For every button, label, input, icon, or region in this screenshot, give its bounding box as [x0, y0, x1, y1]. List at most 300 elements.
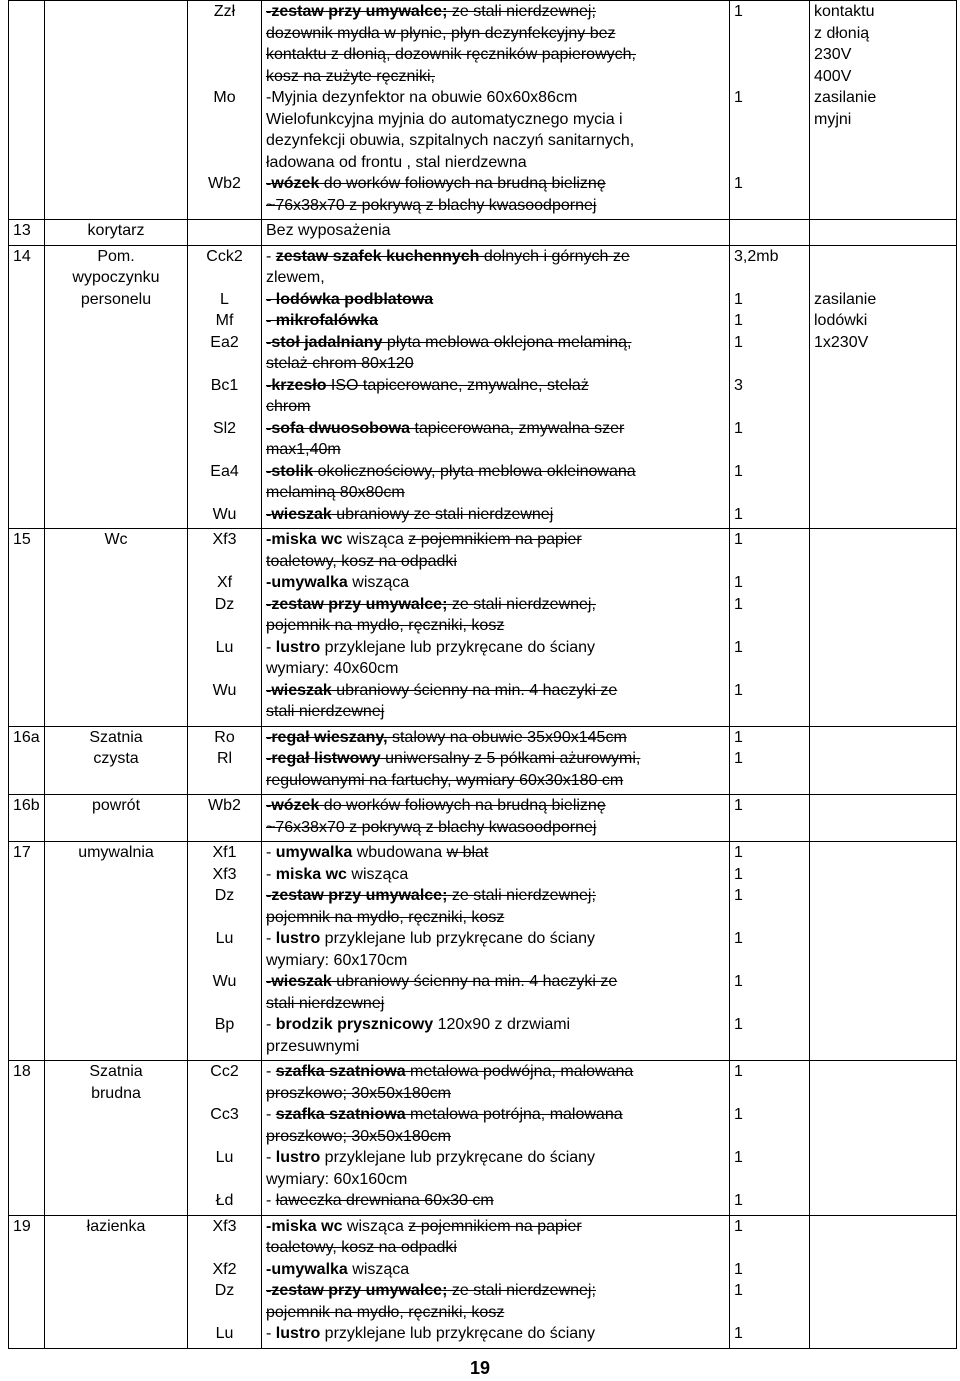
description-text: przyklejane lub przykręcane do ściany — [320, 930, 596, 947]
item-code — [192, 109, 257, 131]
item-quantity-spacer — [734, 1126, 805, 1148]
item-code: Xf — [216, 574, 233, 591]
description-line — [266, 864, 725, 886]
description-text: - — [266, 1106, 276, 1123]
notes-cell — [810, 529, 957, 727]
description-line — [266, 482, 725, 504]
description-text: - — [266, 1063, 276, 1080]
description-line — [266, 504, 725, 526]
item-code: Cc3 — [210, 1106, 239, 1123]
description-text: wymiary: 60x160cm — [266, 1170, 408, 1188]
room-number: 14 — [9, 245, 45, 529]
description-text: - — [266, 865, 276, 883]
room-number: 17 — [9, 842, 45, 1061]
item-quantity: 1 — [734, 531, 743, 548]
item-code — [192, 66, 257, 88]
description-line — [266, 1, 725, 23]
description-line — [266, 1216, 725, 1238]
description-line — [266, 1280, 725, 1302]
description-cell — [262, 1, 730, 220]
room-name-cell — [45, 220, 188, 246]
description-text: proszkowo; 30x50x180cm — [266, 1084, 451, 1102]
item-quantity — [734, 44, 805, 66]
item-quantity: 1 — [734, 89, 743, 106]
item-quantity: 1 — [734, 844, 743, 861]
item-code-spacer — [192, 615, 257, 637]
description-line — [266, 332, 725, 354]
description-text: - — [266, 1325, 276, 1342]
description-line — [266, 1083, 725, 1105]
item-quantity-spacer — [734, 267, 805, 289]
description-line — [266, 1147, 725, 1169]
description-line — [266, 572, 725, 594]
description-line — [266, 109, 725, 131]
description-text: proszkowo; 30x50x180cm — [266, 1127, 451, 1145]
code-cell — [188, 1061, 262, 1216]
room-name-cell — [45, 1061, 188, 1216]
table-row — [9, 529, 957, 727]
description-text: -zestaw przy umywalce; — [266, 887, 448, 904]
item-quantity: 1 — [734, 333, 743, 351]
room-name: łazienka — [86, 1217, 146, 1235]
code-cell — [188, 529, 262, 727]
item-code-spacer — [192, 353, 257, 375]
description-line — [266, 1259, 725, 1281]
note-text: z dłonią — [814, 24, 870, 42]
quantity-cell — [730, 726, 810, 795]
item-quantity: 1 — [734, 312, 743, 329]
room-number: 18 — [9, 1061, 45, 1216]
item-quantity-spacer — [734, 551, 805, 573]
item-code: Xf3 — [212, 865, 237, 883]
item-code-spacer — [192, 551, 257, 573]
description-text: wisząca — [342, 1217, 409, 1235]
description-text: stelaż chrom 80x120 — [266, 355, 414, 372]
note-text: 1x230V — [814, 333, 869, 351]
description-line — [266, 130, 725, 152]
description-text: przesuwnymi — [266, 1037, 360, 1055]
description-line — [266, 637, 725, 659]
room-number: 15 — [9, 529, 45, 727]
item-quantity: 3 — [734, 376, 743, 394]
description-line — [266, 375, 725, 397]
equipment-table-body — [9, 1, 957, 1349]
description-line — [266, 748, 725, 770]
item-code: Lu — [215, 1325, 234, 1342]
item-code: Mo — [213, 89, 236, 106]
room-name: powrót — [91, 797, 141, 814]
item-quantity: 1 — [734, 3, 743, 20]
description-text: melaminą 80x80cm — [266, 484, 405, 501]
room-name: korytarz — [87, 222, 145, 239]
table-row — [9, 1, 957, 220]
description-text: - — [266, 247, 276, 265]
item-quantity: 1 — [734, 1260, 743, 1278]
description-text: stalowy na obuwie 35x90x145cm — [387, 728, 627, 746]
description-line — [266, 220, 725, 242]
description-text: ISO tapicerowane, zmywalne, stelaż — [326, 376, 589, 394]
description-text: -umywalka — [266, 1260, 348, 1278]
description-text: zestaw szafek kuchennych — [275, 247, 480, 265]
description-text: z pojemnikiem na papier — [408, 1217, 582, 1235]
description-text: lustro — [275, 638, 321, 656]
quantity-cell — [730, 1, 810, 220]
item-code: Ea2 — [210, 333, 239, 351]
description-line — [266, 1302, 725, 1324]
room-name: czysta — [93, 750, 139, 767]
item-code: Ea4 — [210, 462, 239, 480]
room-name: personelu — [80, 290, 152, 308]
description-line — [266, 267, 725, 289]
description-cell — [262, 529, 730, 727]
description-text: - — [266, 1192, 276, 1209]
page-number: 19 — [469, 1358, 491, 1378]
room-name-cell — [45, 529, 188, 727]
item-code: Lu — [215, 638, 234, 656]
item-quantity: 1 — [734, 574, 743, 591]
item-quantity-spacer — [734, 615, 805, 637]
description-text: wymiary: 60x170cm — [266, 951, 408, 969]
description-text: -sofa dwuosobowa — [266, 419, 410, 437]
description-text: stali nierdzewnej — [266, 703, 385, 720]
item-code — [192, 195, 257, 217]
description-text: do worków foliowych na brudną bieliznę — [319, 797, 606, 814]
description-text: -zestaw przy umywalce; — [266, 595, 448, 613]
item-code — [192, 220, 257, 242]
item-code-spacer — [192, 993, 257, 1015]
description-line — [266, 727, 725, 749]
table-row — [9, 245, 957, 529]
description-text: brodzik prysznicowy — [275, 1016, 434, 1033]
item-code — [192, 130, 257, 152]
item-quantity: 1 — [734, 887, 743, 904]
description-text: toaletowy, kosz na odpadki — [266, 1239, 457, 1256]
room-name: Wc — [104, 531, 128, 548]
description-line — [266, 842, 725, 864]
code-cell — [188, 1215, 262, 1348]
description-line — [266, 1323, 725, 1345]
document-page — [8, 0, 956, 1349]
description-cell — [262, 726, 730, 795]
item-code: Cck2 — [206, 247, 243, 265]
description-text: ładowana od frontu , stal nierdzewna — [266, 153, 527, 171]
room-number: 16a — [9, 726, 45, 795]
code-cell — [188, 1, 262, 220]
note-text — [814, 267, 952, 289]
room-name: wypoczynku — [72, 269, 160, 286]
table-row — [9, 220, 957, 246]
table-row — [9, 1061, 957, 1216]
description-line — [266, 1190, 725, 1212]
description-text: metalowa potrójna, malowana — [405, 1106, 623, 1123]
room-number: 13 — [9, 220, 45, 246]
description-text: wisząca — [342, 531, 409, 548]
description-line — [266, 1126, 725, 1148]
note-text: 230V — [814, 46, 852, 63]
description-text: lustro — [275, 1149, 321, 1166]
item-quantity-spacer — [734, 950, 805, 972]
item-quantity-spacer — [734, 1237, 805, 1259]
table-row — [9, 842, 957, 1061]
description-text: metalowa podwójna, malowana — [405, 1063, 634, 1080]
description-line — [266, 461, 725, 483]
description-line — [266, 615, 725, 637]
code-cell — [188, 726, 262, 795]
note-text — [814, 246, 952, 268]
description-line — [266, 195, 725, 217]
description-text: wisząca — [347, 574, 410, 591]
item-code: Bc1 — [210, 376, 239, 394]
description-text: dozownik mydła w płynie, płyn dezynfekcyjny bez — [266, 24, 616, 42]
table-row — [9, 726, 957, 795]
code-cell — [188, 220, 262, 246]
item-code-spacer — [192, 267, 257, 289]
description-text: - lodówka podblatowa — [266, 290, 434, 308]
description-line — [266, 928, 725, 950]
table-row — [9, 1215, 957, 1348]
item-quantity: 1 — [734, 638, 743, 656]
description-text: wymiary: 40x60cm — [266, 660, 399, 677]
quantity-cell — [730, 1215, 810, 1348]
item-code: Lu — [215, 930, 234, 947]
description-cell — [262, 220, 730, 246]
item-code: Ro — [214, 728, 235, 746]
description-text: przyklejane lub przykręcane do ściany — [320, 1149, 596, 1166]
table-row — [9, 795, 957, 842]
item-quantity: 1 — [734, 1282, 743, 1299]
quantity-cell — [730, 842, 810, 1061]
item-code: Dz — [214, 1282, 235, 1299]
description-cell — [262, 1061, 730, 1216]
description-text: wisząca — [347, 1260, 410, 1278]
description-line — [266, 353, 725, 375]
item-quantity-spacer — [734, 658, 805, 680]
description-text: - — [266, 930, 276, 947]
description-text: -krzesło — [266, 376, 327, 394]
description-text: dezynfekcji obuwia, szpitalnych naczyń sanitarnych, — [266, 132, 635, 149]
description-text: regulowanymi na fartuchy, wymiary 60x30x180 cm — [266, 771, 624, 789]
notes-cell — [810, 795, 957, 842]
item-quantity-spacer — [734, 353, 805, 375]
item-code: Xf3 — [212, 1217, 237, 1235]
item-quantity — [734, 66, 805, 88]
room-name: brudna — [91, 1084, 141, 1102]
description-text: kontaktu z dłonią, dozownik ręczników papierowych, — [266, 46, 636, 63]
description-text: ubraniowy ścienny na min. 4 haczyki ze — [331, 681, 618, 699]
item-quantity — [734, 195, 805, 217]
item-code: Wu — [212, 505, 237, 523]
item-code-spacer — [192, 1083, 257, 1105]
item-code: Xf3 — [212, 531, 237, 548]
notes-cell — [810, 726, 957, 795]
item-code-spacer — [192, 1169, 257, 1191]
description-text: - — [266, 844, 276, 861]
description-text: przyklejane lub przykręcane do ściany — [320, 1325, 596, 1342]
description-text: -Myjnia dezynfektor na obuwie 60x60x86cm — [266, 89, 578, 106]
item-code: Xf1 — [212, 844, 237, 861]
notes-cell — [810, 220, 957, 246]
room-number-cell — [9, 1, 45, 220]
description-line — [266, 310, 725, 332]
description-line — [266, 680, 725, 702]
item-code-spacer — [192, 396, 257, 418]
item-code: Rl — [216, 750, 233, 767]
room-name-cell — [45, 795, 188, 842]
description-line — [266, 529, 725, 551]
item-quantity-spacer — [734, 1302, 805, 1324]
description-line — [266, 770, 725, 792]
item-quantity — [734, 130, 805, 152]
room-name: Szatnia — [89, 728, 143, 746]
description-text: lustro — [275, 1325, 321, 1342]
description-line — [266, 885, 725, 907]
description-text: z pojemnikiem na papier — [408, 531, 582, 548]
description-text: -wieszak — [266, 505, 332, 523]
description-text: - mikrofalówka — [266, 312, 379, 329]
description-text: -wieszak — [266, 681, 332, 699]
description-text: ze stali nierdzewnej; — [447, 1282, 596, 1299]
description-line — [266, 594, 725, 616]
description-cell — [262, 842, 730, 1061]
notes-cell — [810, 842, 957, 1061]
item-quantity-spacer — [734, 1169, 805, 1191]
description-text: chrom — [266, 398, 311, 415]
description-line — [266, 152, 725, 174]
description-line — [266, 1036, 725, 1058]
description-line — [266, 1104, 725, 1126]
item-quantity: 1 — [734, 1325, 743, 1342]
item-code-spacer — [192, 1126, 257, 1148]
description-text: lustro — [275, 930, 321, 947]
quantity-cell — [730, 795, 810, 842]
description-line — [266, 87, 725, 109]
description-text: - — [266, 1149, 276, 1166]
description-text: -zestaw przy umywalce; — [266, 3, 448, 20]
room-name-cell — [45, 1, 188, 220]
item-code-spacer — [192, 658, 257, 680]
description-text: przyklejane lub przykręcane do ściany — [320, 638, 596, 656]
description-text: kosz na zużyte ręczniki, — [266, 67, 435, 85]
item-code-spacer — [192, 907, 257, 929]
description-line — [266, 795, 725, 817]
note-text: myjni — [814, 110, 852, 128]
item-code — [192, 152, 257, 174]
description-line — [266, 246, 725, 268]
description-text: -wózek — [266, 175, 320, 192]
description-line — [266, 418, 725, 440]
item-quantity: 1 — [734, 797, 743, 814]
item-code: Zzł — [213, 3, 236, 20]
item-quantity — [734, 109, 805, 131]
item-quantity: 1 — [734, 290, 743, 308]
description-text: okolicznościowy, płyta meblowa okleinowana — [313, 462, 636, 480]
description-text: max1,40m — [266, 441, 341, 458]
item-quantity: 1 — [734, 973, 743, 990]
description-line — [266, 1014, 725, 1036]
description-text: do worków foliowych na brudną bieliznę — [319, 175, 606, 192]
description-text: toaletowy, kosz na odpadki — [266, 552, 457, 570]
room-name: umywalnia — [78, 844, 154, 861]
item-code: Wb2 — [208, 175, 241, 192]
code-cell — [188, 245, 262, 529]
item-quantity-spacer — [734, 817, 805, 839]
description-text: uniwersalny z 5 półkami ażurowymi, — [380, 750, 641, 767]
room-name-cell — [45, 245, 188, 529]
item-code: Lu — [215, 1149, 234, 1166]
item-code: Wu — [212, 973, 237, 990]
description-text: miska wc — [275, 865, 347, 883]
item-code: Bp — [214, 1016, 235, 1033]
item-code-spacer — [192, 1237, 257, 1259]
item-quantity-spacer — [734, 907, 805, 929]
item-code: Dz — [214, 887, 235, 904]
description-line — [266, 971, 725, 993]
item-code-spacer — [192, 817, 257, 839]
code-cell — [188, 842, 262, 1061]
item-code: Mf — [215, 312, 234, 329]
quantity-cell — [730, 220, 810, 246]
description-text: -miska wc — [266, 1217, 343, 1235]
item-quantity: 1 — [734, 462, 743, 480]
item-quantity-spacer — [734, 1036, 805, 1058]
description-text: tapicerowana, zmywalna szer — [410, 419, 625, 437]
description-text: stali nierdzewnej — [266, 994, 385, 1012]
item-quantity: 1 — [734, 595, 743, 613]
description-line — [266, 1237, 725, 1259]
description-line — [266, 23, 725, 45]
room-number: 16b — [9, 795, 45, 842]
description-text: - — [266, 1016, 276, 1033]
item-quantity: 1 — [734, 930, 743, 947]
quantity-cell — [730, 1061, 810, 1216]
notes-cell — [810, 1215, 957, 1348]
item-code: L — [220, 290, 229, 308]
item-quantity: 1 — [734, 419, 743, 437]
quantity-cell — [730, 529, 810, 727]
room-name-cell — [45, 842, 188, 1061]
description-text: -wieszak — [266, 973, 332, 990]
description-text: w blat — [446, 844, 489, 861]
description-text: - — [266, 638, 276, 656]
room-name-cell — [45, 1215, 188, 1348]
item-quantity: 3,2mb — [734, 247, 779, 265]
description-line — [266, 1061, 725, 1083]
description-text: -regał wieszany, — [266, 728, 388, 746]
description-text: ze stali nierdzewnej, — [447, 595, 596, 613]
item-quantity: 1 — [734, 1192, 743, 1209]
item-code-spacer — [192, 439, 257, 461]
item-code-spacer — [192, 701, 257, 723]
item-code — [192, 23, 257, 45]
item-quantity — [734, 152, 805, 174]
description-line — [266, 950, 725, 972]
description-text: -umywalka — [266, 574, 348, 591]
room-name: Pom. — [97, 247, 135, 265]
item-code: Łd — [215, 1192, 234, 1209]
description-line — [266, 658, 725, 680]
item-code: Wu — [212, 681, 237, 699]
item-code: Dz — [214, 595, 235, 613]
description-text: wisząca — [346, 865, 409, 883]
item-quantity — [734, 220, 805, 242]
description-text: ze stali nierdzewnej; — [447, 3, 596, 20]
description-text: -stolik — [266, 462, 314, 480]
item-quantity: 1 — [734, 1016, 743, 1033]
item-quantity: 1 — [734, 728, 743, 746]
room-name-cell — [45, 726, 188, 795]
description-text: pojemnik na mydło, ręczniki, kosz — [266, 1303, 505, 1321]
description-text: ~76x38x70 z pokrywą z blachy kwasoodpornej — [266, 196, 597, 214]
